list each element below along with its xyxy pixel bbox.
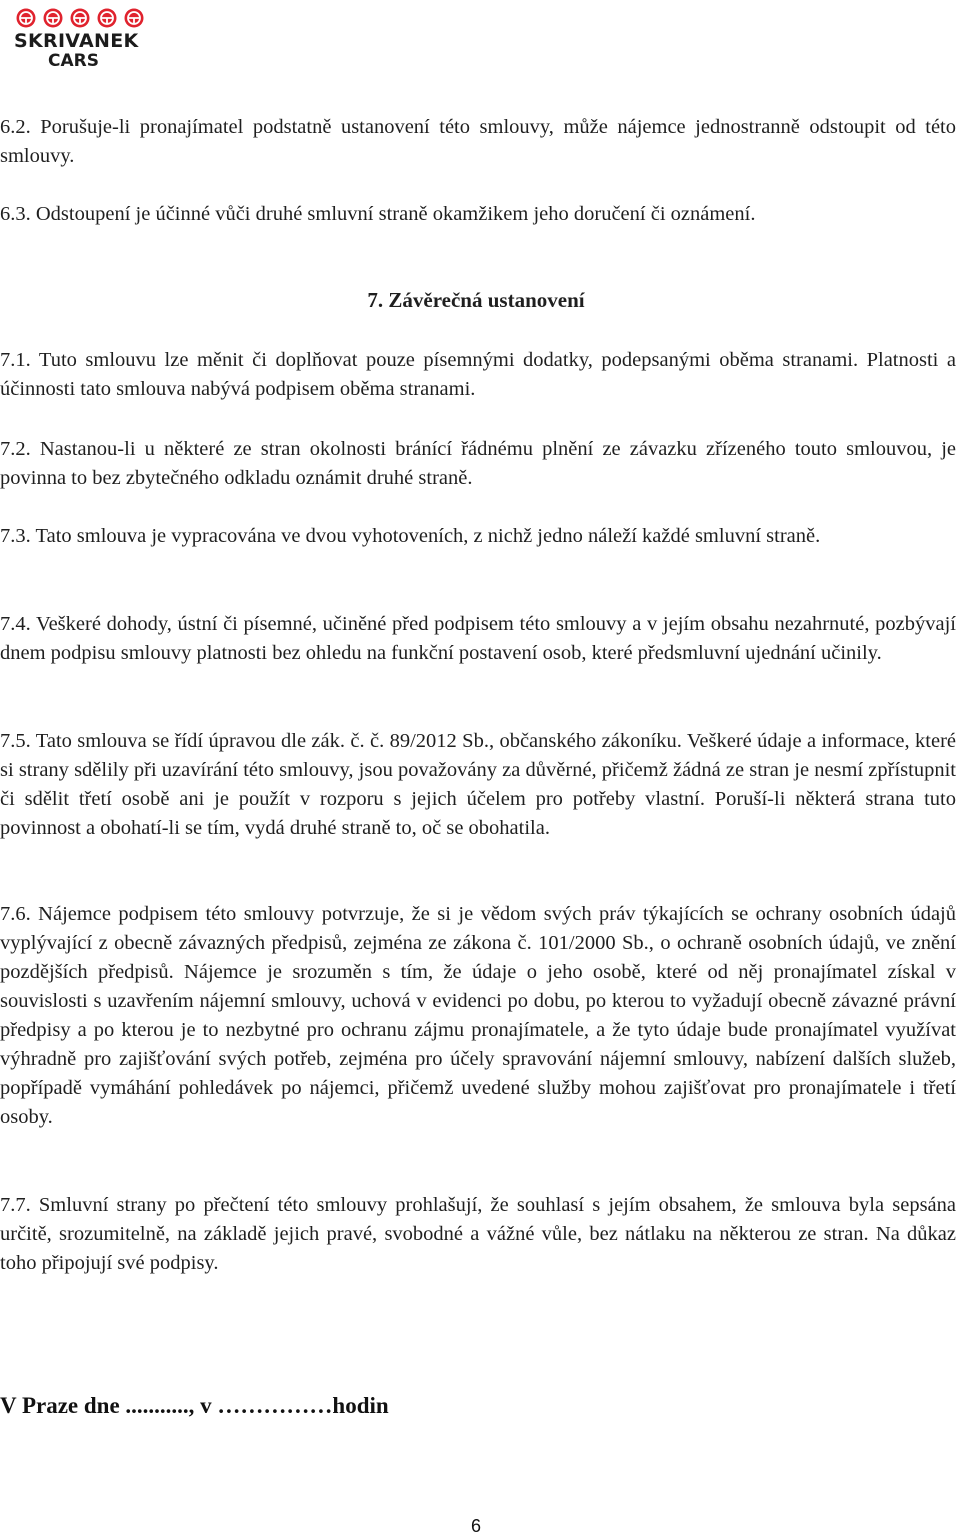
steering-wheel-icon [16, 8, 36, 28]
page-number: 6 [471, 1516, 482, 1536]
signature-line: V Praze dne ..........., v ……………hodin [0, 1393, 389, 1418]
steering-wheel-icon [97, 8, 117, 28]
steering-wheel-icon [70, 8, 90, 28]
paragraph-7-5: 7.5. Tato smlouva se řídí úpravou dle zák. č. č. 89/2012 Sb., občanského zákoníku. Veškeré údaje a informace, které si strany sdělily při uzavírání této smlouvy, jsou považovány za důvěrné, přičemž žádná ze stran je nesmí zpřístupnit či sdělit třetí osobě ani je použít v rozporu s jejich účelem pro potřeby vlastní. Poruší-li některá strana tuto povinnost a obohatí-li se tím, vydá druhé straně to, oč se obohatila. [0, 730, 956, 839]
paragraph-7-2: 7.2. Nastanou-li u některé ze stran okolnosti bránící řádnému plnění ze závazku zřízeného touto smlouvou, je povinna to bez zbytečného odkladu oznámit druhé straně. [0, 438, 956, 489]
section-heading-text: 7. Závěrečná ustanovení [367, 288, 585, 312]
paragraph-6-3: 6.3. Odstoupení je účinné vůči druhé smluvní straně okamžikem jeho doručení či oznámení. [0, 203, 756, 225]
steering-wheel-icon [43, 8, 63, 28]
logo-brand: SKRIVANEK [14, 30, 139, 52]
paragraph-7-1: 7.1. Tuto smlouvu lze měnit či doplňovat pouze písemnými dodatky, podepsanými oběma stranami. Platnosti a účinnosti tato smlouva nabývá podpisem oběma stranami. [0, 349, 956, 400]
paragraph-7-7: 7.7. Smluvní strany po přečtení této smlouvy prohlašují, že souhlasí s jejím obsahem, že smlouva byla sepsána určitě, srozumitelně, na základě jejich pravé, svobodné a vážné vůle, bez nátlaku na některou ze stran. Na důkaz toho připojují své podpisy. [0, 1194, 956, 1274]
paragraph-6-2: 6.2. Porušuje-li pronajímatel podstatně ustanovení této smlouvy, může nájemce jednostranně odstoupit od této smlouvy. [0, 116, 956, 167]
paragraph-7-6: 7.6. Nájemce podpisem této smlouvy potvrzuje, že si je vědom svých práv týkajících se ochrany osobních údajů vyplývající z obecně závazných předpisů, zejména ze zákona č. 101/2000 Sb., o ochraně osobních údajů, ve znění pozdějších předpisů. Nájemce je srozuměn s tím, že údaje o jeho osobě, které od něj pronajímatel získal v souvislosti s uzavřením nájemní smlouvy, uchová v evidenci po dobu, po kterou to vyžadují obecně závazné právní předpisy a po kterou je to nezbytné pro ochranu zájmu pronajímatele, a že tyto údaje bude pronajímatel využívat výhradně pro zajišťování svých potřeb, zejména pro účely spravování nájemní smlouvy, nabízení dalších služeb, popřípadě vymáhání pohledávek po nájemci, přičemž uvedené služby mohou zajišťovat pro pronajímatele i třetí osoby. [0, 903, 956, 1128]
section-heading [0, 288, 960, 313]
paragraph-7-4: 7.4. Veškeré dohody, ústní či písemné, učiněné před podpisem této smlouvy a v jejím obsahu nezahrnuté, pozbývají dnem podpisu smlouvy platnosti bez ohledu na funkční postavení osob, které předsmluvní ujednání učinily. [0, 613, 956, 664]
paragraph-7-3: 7.3. Tato smlouva je vypracována ve dvou vyhotoveních, z nichž jedno náleží každé smluvní straně. [0, 525, 821, 547]
logo-sub: CARS [48, 51, 99, 71]
company-logo [14, 8, 144, 71]
steering-wheel-icon [124, 8, 144, 28]
logo-icons [16, 8, 144, 28]
